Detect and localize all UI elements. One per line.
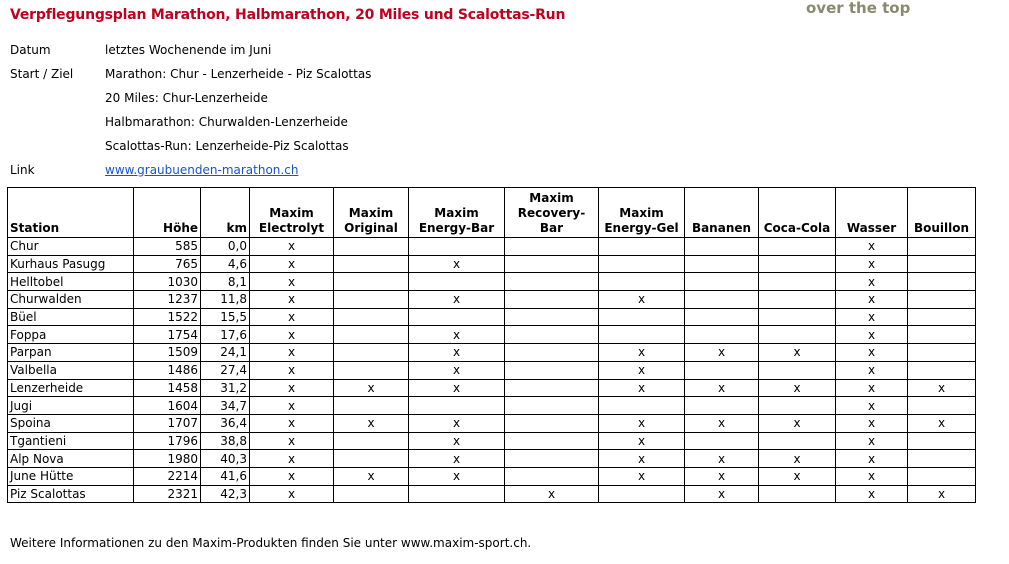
supply-mark-cell [759, 432, 836, 450]
supply-mark-cell: x [685, 414, 759, 432]
supply-mark-cell [505, 291, 599, 309]
supply-mark-cell [505, 273, 599, 291]
supply-mark-cell [908, 291, 976, 309]
column-header [134, 188, 201, 238]
supply-mark-cell: x [409, 467, 505, 485]
supply-mark-cell [685, 432, 759, 450]
column-header [334, 188, 409, 238]
supply-mark-cell: x [836, 450, 908, 468]
supply-mark-cell: x [836, 432, 908, 450]
table-row [8, 450, 976, 468]
table-row [8, 238, 976, 256]
height-cell: 1707 [134, 414, 201, 432]
start-value: 20 Miles: Chur-Lenzerheide [105, 91, 268, 105]
supply-mark-cell: x [759, 467, 836, 485]
column-header-text: Maxim [434, 206, 479, 220]
table-body [8, 238, 976, 503]
supply-mark-cell: x [685, 485, 759, 503]
supply-mark-cell [685, 397, 759, 415]
supply-mark-cell [685, 326, 759, 344]
km-cell: 34,7 [201, 397, 250, 415]
column-header-text: Maxim [529, 191, 574, 205]
supply-mark-cell [334, 432, 409, 450]
supply-mark-cell [334, 273, 409, 291]
station-cell: Chur [8, 238, 134, 256]
supply-mark-cell: x [836, 255, 908, 273]
supply-mark-cell [505, 361, 599, 379]
supply-mark-cell [505, 238, 599, 256]
km-cell: 17,6 [201, 326, 250, 344]
supply-mark-cell [334, 344, 409, 362]
supply-mark-cell [599, 308, 685, 326]
supply-mark-cell [908, 361, 976, 379]
supply-mark-cell [908, 238, 976, 256]
station-cell: Lenzerheide [8, 379, 134, 397]
column-header [908, 188, 976, 238]
supply-mark-cell [334, 361, 409, 379]
supply-mark-cell: x [505, 485, 599, 503]
table-row [8, 414, 976, 432]
supply-mark-cell [505, 414, 599, 432]
supply-mark-cell [908, 397, 976, 415]
supply-mark-cell [334, 308, 409, 326]
supply-mark-cell: x [250, 255, 334, 273]
column-header-text: Coca-Cola [763, 221, 831, 235]
table-row [8, 361, 976, 379]
km-cell: 24,1 [201, 344, 250, 362]
supply-mark-cell [685, 238, 759, 256]
supply-mark-cell: x [250, 344, 334, 362]
column-header-text: Electrolyt [258, 221, 325, 235]
supply-mark-cell: x [334, 379, 409, 397]
km-cell: 8,1 [201, 273, 250, 291]
supply-mark-cell: x [836, 414, 908, 432]
station-cell: Tgantieni [8, 432, 134, 450]
supply-mark-cell [759, 308, 836, 326]
station-cell: Kurhaus Pasugg [8, 255, 134, 273]
supply-mark-cell: x [836, 397, 908, 415]
km-cell: 41,6 [201, 467, 250, 485]
datum-value: letztes Wochenende im Juni [105, 43, 272, 57]
supply-plan-table [7, 187, 976, 503]
supply-mark-cell [759, 255, 836, 273]
supply-mark-cell [599, 238, 685, 256]
supply-mark-cell [759, 273, 836, 291]
supply-mark-cell [505, 255, 599, 273]
supply-mark-cell: x [409, 326, 505, 344]
supply-mark-cell [685, 361, 759, 379]
supply-mark-cell [505, 432, 599, 450]
supply-mark-cell [908, 326, 976, 344]
column-header [8, 188, 134, 238]
supply-mark-cell [908, 432, 976, 450]
start-value: Scalottas-Run: Lenzerheide-Piz Scalottas [105, 139, 349, 153]
km-cell: 38,8 [201, 432, 250, 450]
supply-mark-cell: x [409, 450, 505, 468]
supply-mark-cell [409, 238, 505, 256]
supply-mark-cell [334, 291, 409, 309]
supply-mark-cell [685, 291, 759, 309]
supply-mark-cell: x [685, 379, 759, 397]
station-cell: Foppa [8, 326, 134, 344]
supply-mark-cell [334, 450, 409, 468]
station-cell: Jugi [8, 397, 134, 415]
height-cell: 1509 [134, 344, 201, 362]
supply-mark-cell: x [836, 379, 908, 397]
supply-mark-cell: x [599, 291, 685, 309]
supply-mark-cell [908, 308, 976, 326]
supply-mark-cell: x [599, 450, 685, 468]
start-label: Start / Ziel [10, 67, 74, 81]
column-header-text: Höhe [163, 221, 198, 235]
km-cell: 0,0 [201, 238, 250, 256]
station-cell: Spoina [8, 414, 134, 432]
supply-mark-cell [505, 450, 599, 468]
supply-mark-cell: x [409, 379, 505, 397]
supply-mark-cell: x [409, 361, 505, 379]
column-header [409, 188, 505, 238]
column-header-text: Bouillon [913, 221, 970, 235]
table-row [8, 397, 976, 415]
table-row [8, 255, 976, 273]
supply-mark-cell [908, 450, 976, 468]
column-header-text: Station [10, 221, 60, 235]
column-header-text: Energy-Gel [604, 221, 679, 235]
height-cell: 1237 [134, 291, 201, 309]
supply-mark-cell: x [409, 432, 505, 450]
supply-mark-cell [685, 308, 759, 326]
supply-mark-cell: x [250, 414, 334, 432]
supply-mark-cell [599, 273, 685, 291]
column-header-text: km [226, 221, 247, 235]
km-cell: 36,4 [201, 414, 250, 432]
column-header-text: Maxim [348, 206, 394, 220]
supply-mark-cell [505, 308, 599, 326]
supply-mark-cell [334, 485, 409, 503]
station-cell: Helltobel [8, 273, 134, 291]
supply-mark-cell [505, 326, 599, 344]
supply-mark-cell: x [250, 361, 334, 379]
height-cell: 2321 [134, 485, 201, 503]
supply-mark-cell [334, 238, 409, 256]
height-cell: 1030 [134, 273, 201, 291]
column-header [759, 188, 836, 238]
supply-mark-cell [409, 273, 505, 291]
footer-note: Weitere Informationen zu den Maxim-Produkten finden Sie unter www.maxim-sport.ch. [10, 536, 532, 550]
station-cell: Valbella [8, 361, 134, 379]
supply-mark-cell [759, 326, 836, 344]
supply-mark-cell: x [836, 467, 908, 485]
column-header-text: Wasser [846, 221, 897, 235]
start-value: Marathon: Chur - Lenzerheide - Piz Scalottas [105, 67, 372, 81]
supply-mark-cell: x [409, 344, 505, 362]
column-header-text: Bananen [691, 221, 752, 235]
start-value: Halbmarathon: Churwalden-Lenzerheide [105, 115, 348, 129]
column-header [685, 188, 759, 238]
supply-mark-cell: x [250, 238, 334, 256]
column-header-text: Energy-Bar [418, 221, 495, 235]
supply-mark-cell [599, 485, 685, 503]
station-cell: Parpan [8, 344, 134, 362]
supply-mark-cell: x [599, 361, 685, 379]
supply-mark-cell [908, 467, 976, 485]
brand-logo: over the top [806, 0, 911, 17]
supply-mark-cell: x [250, 291, 334, 309]
supply-mark-cell [908, 255, 976, 273]
station-cell: Alp Nova [8, 450, 134, 468]
supply-mark-cell: x [759, 450, 836, 468]
km-cell: 27,4 [201, 361, 250, 379]
column-header [505, 188, 599, 238]
supply-mark-cell: x [836, 308, 908, 326]
height-cell: 1604 [134, 397, 201, 415]
supply-mark-cell [599, 255, 685, 273]
supply-mark-cell: x [759, 344, 836, 362]
height-cell: 1796 [134, 432, 201, 450]
km-cell: 15,5 [201, 308, 250, 326]
supply-mark-cell [759, 238, 836, 256]
table-row [8, 291, 976, 309]
column-header-text: Recovery-Bar [517, 206, 586, 235]
column-header [599, 188, 685, 238]
height-cell: 765 [134, 255, 201, 273]
supply-mark-cell [505, 379, 599, 397]
column-header [250, 188, 334, 238]
supply-mark-cell: x [836, 291, 908, 309]
supply-mark-cell: x [409, 255, 505, 273]
supply-mark-cell [505, 397, 599, 415]
station-cell: Piz Scalottas [8, 485, 134, 503]
supply-mark-cell: x [836, 344, 908, 362]
height-cell: 1486 [134, 361, 201, 379]
supply-mark-cell [334, 397, 409, 415]
column-header [836, 188, 908, 238]
supply-mark-cell: x [334, 414, 409, 432]
km-cell: 11,8 [201, 291, 250, 309]
supply-mark-cell [505, 344, 599, 362]
supply-mark-cell: x [250, 379, 334, 397]
station-cell: Churwalden [8, 291, 134, 309]
supply-mark-cell [409, 397, 505, 415]
km-cell: 31,2 [201, 379, 250, 397]
km-cell: 4,6 [201, 255, 250, 273]
supply-mark-cell: x [250, 308, 334, 326]
supply-mark-cell: x [759, 379, 836, 397]
height-cell: 1980 [134, 450, 201, 468]
supply-mark-cell: x [250, 273, 334, 291]
supply-mark-cell: x [908, 414, 976, 432]
supply-mark-cell: x [599, 414, 685, 432]
table-row [8, 485, 976, 503]
km-cell: 42,3 [201, 485, 250, 503]
table-row [8, 308, 976, 326]
supply-mark-cell: x [685, 467, 759, 485]
supply-mark-cell [685, 273, 759, 291]
height-cell: 1522 [134, 308, 201, 326]
supply-mark-cell [505, 467, 599, 485]
table-row [8, 344, 976, 362]
supply-mark-cell [759, 361, 836, 379]
supply-mark-cell: x [599, 344, 685, 362]
station-cell: Büel [8, 308, 134, 326]
supply-mark-cell: x [836, 361, 908, 379]
table-row [8, 273, 976, 291]
supply-mark-cell: x [836, 485, 908, 503]
supply-mark-cell: x [599, 432, 685, 450]
supply-mark-cell: x [836, 273, 908, 291]
supply-mark-cell: x [409, 291, 505, 309]
supply-mark-cell: x [334, 467, 409, 485]
height-cell: 1754 [134, 326, 201, 344]
height-cell: 2214 [134, 467, 201, 485]
table-row [8, 432, 976, 450]
supply-mark-cell: x [759, 414, 836, 432]
supply-mark-cell [599, 397, 685, 415]
page-title: Verpflegungsplan Marathon, Halbmarathon, 20 Miles und Scalottas-Run [10, 7, 566, 23]
supply-mark-cell: x [250, 450, 334, 468]
datum-label: Datum [10, 43, 51, 57]
supply-mark-cell [334, 255, 409, 273]
supply-mark-cell: x [685, 450, 759, 468]
supply-mark-cell: x [685, 344, 759, 362]
supply-mark-cell: x [250, 485, 334, 503]
supply-mark-cell: x [250, 467, 334, 485]
supply-mark-cell [599, 326, 685, 344]
column-header-text: Maxim [619, 206, 664, 220]
supply-mark-cell: x [599, 467, 685, 485]
marathon-link[interactable]: www.graubuenden-marathon.ch [105, 163, 299, 177]
supply-mark-cell [409, 308, 505, 326]
supply-mark-cell: x [908, 485, 976, 503]
supply-mark-cell [685, 255, 759, 273]
table-row [8, 326, 976, 344]
supply-mark-cell: x [599, 379, 685, 397]
column-header-text: Original [344, 221, 398, 235]
supply-mark-cell: x [250, 432, 334, 450]
station-cell: June Hütte [8, 467, 134, 485]
supply-mark-cell [759, 485, 836, 503]
height-cell: 1458 [134, 379, 201, 397]
supply-mark-cell: x [908, 379, 976, 397]
table-header-row [8, 188, 976, 238]
supply-mark-cell: x [836, 238, 908, 256]
km-cell: 40,3 [201, 450, 250, 468]
supply-mark-cell [908, 344, 976, 362]
supply-mark-cell [409, 485, 505, 503]
table-row [8, 467, 976, 485]
link-label: Link [10, 163, 35, 177]
supply-mark-cell: x [836, 326, 908, 344]
supply-mark-cell [908, 273, 976, 291]
supply-mark-cell [759, 291, 836, 309]
supply-mark-cell: x [409, 414, 505, 432]
supply-mark-cell [334, 326, 409, 344]
supply-mark-cell: x [250, 326, 334, 344]
column-header-text: Maxim [269, 206, 314, 220]
column-header [201, 188, 250, 238]
height-cell: 585 [134, 238, 201, 256]
table-row [8, 379, 976, 397]
supply-mark-cell: x [250, 397, 334, 415]
supply-mark-cell [759, 397, 836, 415]
